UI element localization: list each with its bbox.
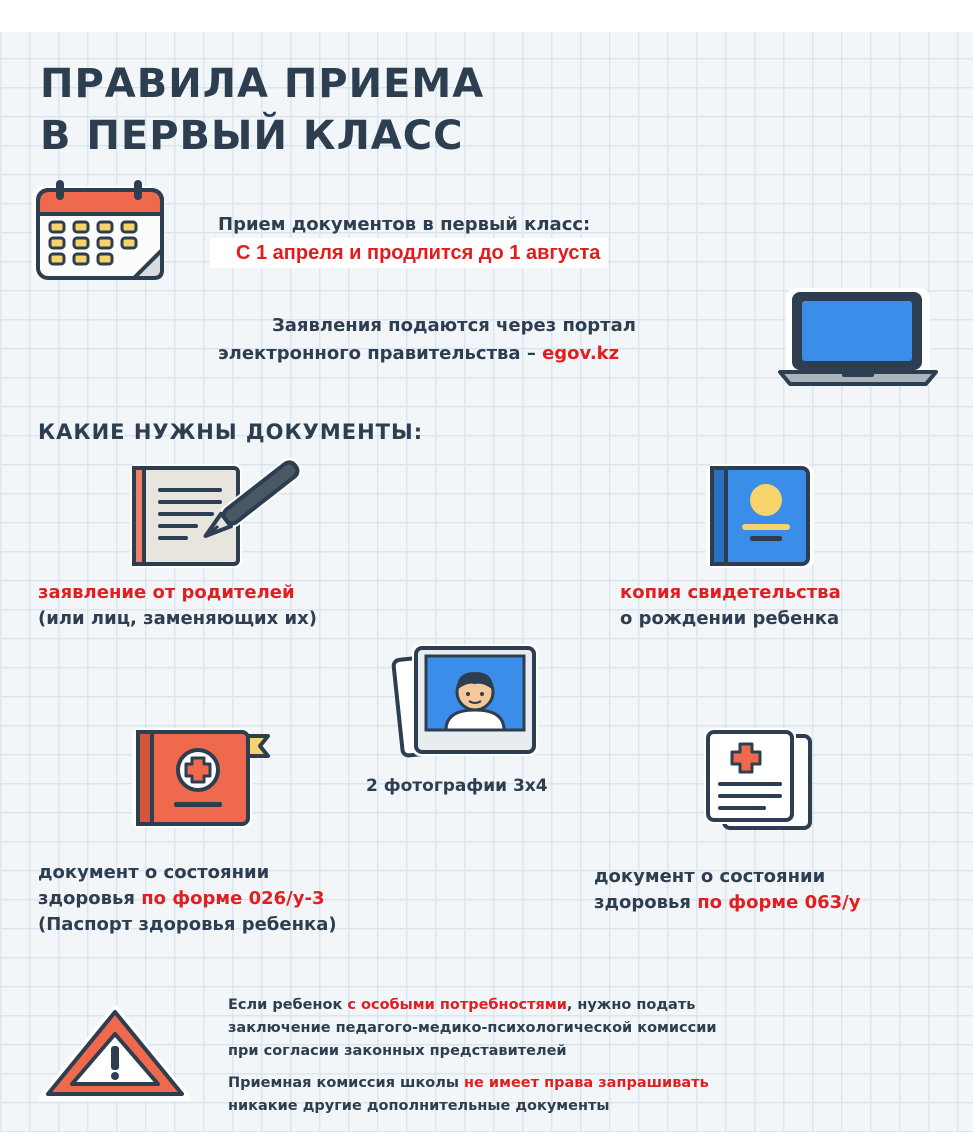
medical-book-icon (130, 726, 274, 830)
health-063-line1: документ о состоянии (594, 866, 826, 887)
page-title-line1: ПРАВИЛА ПРИЕМА (40, 61, 485, 107)
certificate-note: о рождении ребенка (620, 608, 840, 629)
photos-label: 2 фотографии 3х4 (366, 776, 548, 796)
page-title-line2: В ПЕРВЫЙ КЛАСС (40, 113, 464, 159)
no-extra-line1: Приемная комиссия школы не имеет права запрашивать (228, 1075, 709, 1091)
blue-booklet-icon (704, 462, 814, 570)
document-pen-icon (126, 462, 294, 570)
health-026-line1: документ о состоянии (38, 862, 270, 883)
special-needs-line1: Если ребенок с особыми потребностями, нужно подать (228, 997, 696, 1013)
no-extra-highlight: не имеет права запрашивать (464, 1075, 709, 1091)
portal-line1: Заявления подаются через портал (272, 315, 636, 336)
special-needs-line2: заключение педагого-медико-психологической комиссии (228, 1020, 717, 1036)
no-extra-line2: никакие другие дополнительные документы (228, 1098, 610, 1114)
calendar-icon (30, 178, 170, 286)
portal-line2-prefix: электронного правительства – (218, 343, 543, 364)
special-needs-line3: при согласии законных представителей (228, 1043, 567, 1059)
intake-dates: С 1 апреля и продлится до 1 августа (210, 238, 608, 268)
page-title (40, 58, 484, 162)
intake-label: Прием документов в первый класс: (218, 214, 591, 235)
application-highlight: заявление от родителей (38, 582, 295, 603)
portal-line2 (218, 339, 619, 369)
certificate-highlight: копия свидетельства (620, 582, 841, 603)
health-026-line3: (Паспорт здоровья ребенка) (38, 914, 337, 935)
health-063-line2: здоровья по форме 063/у (594, 892, 861, 913)
child-photo-icon (388, 640, 546, 762)
documents-heading: КАКИЕ НУЖНЫ ДОКУМЕНТЫ: (38, 420, 424, 444)
form-063-highlight: по форме 063/у (697, 892, 861, 913)
form-026-highlight: по форме 026/у-3 (141, 888, 325, 909)
laptop-icon (772, 286, 944, 394)
warning-triangle-icon (40, 1006, 190, 1102)
health-026-line2: здоровья по форме 026/у-3 (38, 888, 325, 909)
egov-link[interactable]: egov.kz (542, 343, 620, 364)
medical-form-icon (702, 726, 814, 830)
top-band (0, 0, 973, 32)
application-note: (или лиц, заменяющих их) (38, 608, 317, 629)
special-needs-highlight: с особыми потребностями (347, 997, 567, 1013)
